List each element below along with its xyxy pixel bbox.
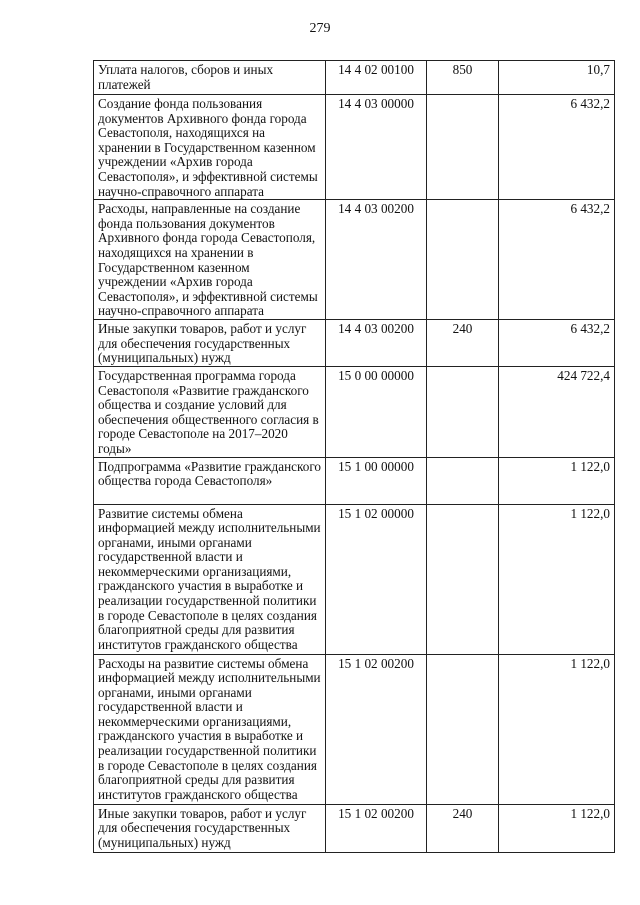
row-name: Иные закупки товаров, работ и услуг для обеспечения государственных (муниципальных) нужд xyxy=(94,320,326,367)
row-amount: 1 122,0 xyxy=(499,457,615,504)
row-amount: 1 122,0 xyxy=(499,804,615,852)
row-amount: 6 432,2 xyxy=(499,95,615,200)
row-code: 15 1 02 00200 xyxy=(326,804,427,852)
row-expense-type: 240 xyxy=(427,804,499,852)
row-expense-type: 850 xyxy=(427,61,499,95)
row-name: Создание фонда пользования документов Архивного фонда города Севастополя, находящихся на хранении в Государственном казенном учреждении «Архив города Севастополя», и эффективной системы научно-справочного аппарата xyxy=(94,95,326,200)
row-name: Уплата налогов, сборов и иных платежей xyxy=(94,61,326,95)
table-row xyxy=(94,654,615,804)
table-row xyxy=(94,61,615,95)
row-code: 14 4 03 00000 xyxy=(326,95,427,200)
table-row xyxy=(94,320,615,367)
row-amount: 6 432,2 xyxy=(499,320,615,367)
row-code: 15 0 00 00000 xyxy=(326,366,427,457)
row-amount: 424 722,4 xyxy=(499,366,615,457)
row-expense-type: 240 xyxy=(427,320,499,367)
row-name: Иные закупки товаров, работ и услуг для обеспечения государственных (муниципальных) нужд xyxy=(94,804,326,852)
row-code: 14 4 03 00200 xyxy=(326,200,427,320)
row-code: 14 4 03 00200 xyxy=(326,320,427,367)
row-amount: 6 432,2 xyxy=(499,200,615,320)
row-expense-type xyxy=(427,95,499,200)
row-name: Расходы на развитие системы обмена информацией между исполнительными органами, иными органами государственной власти и некоммерческими организациями, гражданского участия в выработке и реализации государственной политики в городе Севастополе в целях создания благоприятной среды для развития институтов гражданского общества xyxy=(94,654,326,804)
row-code: 15 1 00 00000 xyxy=(326,457,427,504)
table-row xyxy=(94,366,615,457)
table-row xyxy=(94,457,615,504)
row-expense-type xyxy=(427,200,499,320)
row-name: Государственная программа города Севастополя «Развитие гражданского общества и создание условий для обеспечения общественного согласия в городе Севастополе на 2017–2020 годы» xyxy=(94,366,326,457)
row-expense-type xyxy=(427,366,499,457)
row-code: 15 1 02 00200 xyxy=(326,654,427,804)
table-row xyxy=(94,200,615,320)
table-row xyxy=(94,95,615,200)
table-row xyxy=(94,504,615,654)
budget-table xyxy=(93,60,615,853)
row-name: Подпрограмма «Развитие гражданского общества города Севастополя» xyxy=(94,457,326,504)
row-expense-type xyxy=(427,457,499,504)
row-code: 15 1 02 00000 xyxy=(326,504,427,654)
row-expense-type xyxy=(427,654,499,804)
row-name: Расходы, направленные на создание фонда пользования документов Архивного фонда города Севастополя, находящихся на хранении в Государственном казенном учреждении «Архив города Севастополя», и эффективной системы научно-справочного аппарата xyxy=(94,200,326,320)
row-code: 14 4 02 00100 xyxy=(326,61,427,95)
row-expense-type xyxy=(427,504,499,654)
row-amount: 1 122,0 xyxy=(499,654,615,804)
table-row xyxy=(94,804,615,852)
page-number: 279 xyxy=(309,21,331,36)
row-amount: 1 122,0 xyxy=(499,504,615,654)
row-amount: 10,7 xyxy=(499,61,615,95)
row-name: Развитие системы обмена информацией между исполнительными органами, иными органами государственной власти и некоммерческими организациями, гражданского участия в выработке и реализации государственной политики в городе Севастополе в целях создания благоприятной среды для развития институтов гражданского общества xyxy=(94,504,326,654)
